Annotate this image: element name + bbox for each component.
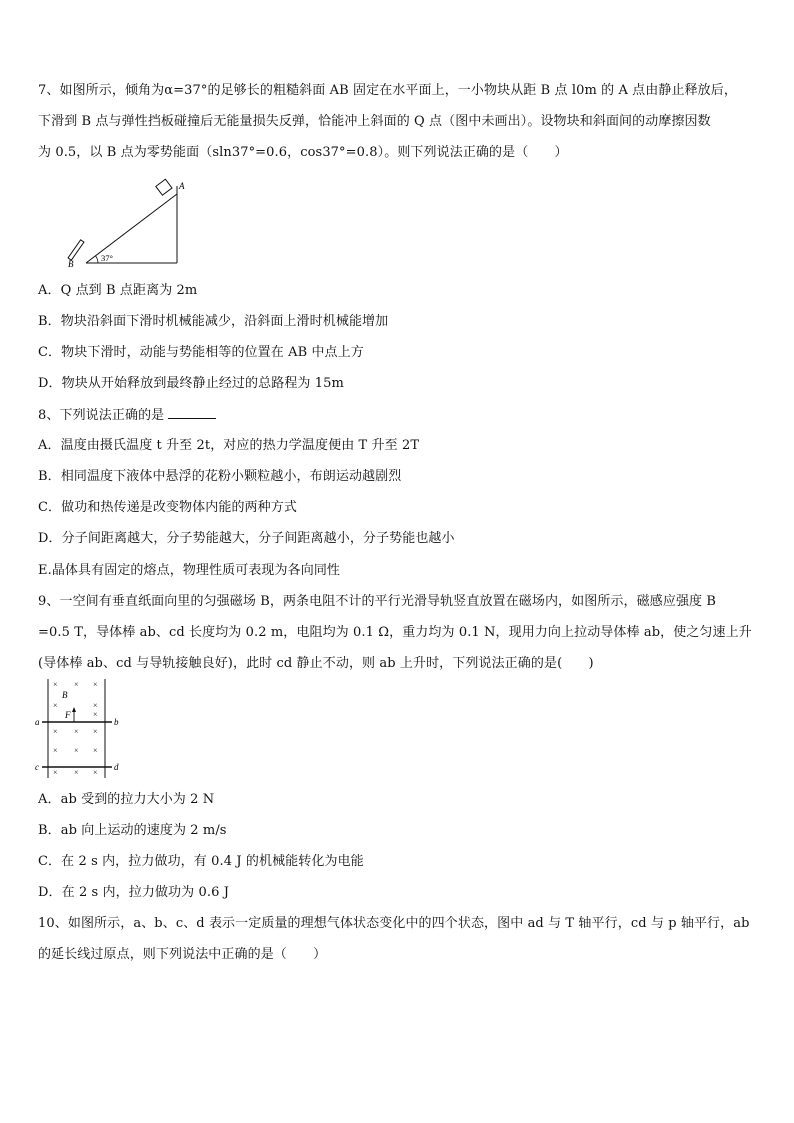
- q7-stem-line-2: 下滑到 B 点与弹性挡板碰撞后无能量损失反弹，恰能冲上斜面的 Q 点（图中未画出）。设物块和斜面间的动摩擦因数: [38, 114, 711, 129]
- q9-option-a: A．ab 受到的拉力大小为 2 N: [38, 792, 215, 807]
- svg-text:×: ×: [74, 680, 79, 689]
- q7-option-b: B．物块沿斜面下滑时机械能减少，沿斜面上滑时机械能增加: [38, 314, 389, 329]
- q7-label-a: A: [179, 181, 185, 191]
- q7-incline-figure: [60, 172, 200, 270]
- q8-stem: [38, 406, 216, 425]
- q9-label-c: c: [35, 762, 39, 772]
- svg-text:×: ×: [53, 768, 58, 777]
- q8-stem-text: 8、下列说法正确的是: [38, 408, 165, 423]
- q9-label-b: b: [114, 717, 119, 727]
- q9-option-d: D．在 2 s 内，拉力做功为 0.6 J: [38, 885, 230, 900]
- q8-option-e: E.晶体具有固定的熔点，物理性质可表现为各向同性: [38, 563, 341, 578]
- q10-stem-line-1: 10、如图所示，a、b、c、d 表示一定质量的理想气体状态变化中的四个状态，图中 ad 与 T 轴平行，cd 与 p 轴平行，ab: [38, 916, 750, 931]
- svg-text:×: ×: [53, 680, 58, 689]
- q9-option-b: B．ab 向上运动的速度为 2 m/s: [38, 823, 227, 838]
- svg-text:×: ×: [93, 768, 98, 777]
- q9-stem-line-3: (导体棒 ab、cd 与导轨接触良好)，此时 cd 静止不动，则 ab 上升时，下列说法正确的是( ): [38, 656, 594, 671]
- q9-option-c: C．在 2 s 内，拉力做功，有 0.4 J 的机械能转化为电能: [38, 854, 364, 869]
- q9-label-d: d: [114, 762, 119, 772]
- q9-label-b-field: B: [62, 690, 68, 700]
- q8-option-b: B．相同温度下液体中悬浮的花粉小颗粒越小，布朗运动越剧烈: [38, 469, 402, 484]
- svg-text:×: ×: [93, 701, 98, 710]
- q7-option-a: A．Q 点到 B 点距离为 2m: [38, 283, 198, 298]
- svg-text:×: ×: [53, 746, 58, 755]
- q7-option-d: D．物块从开始释放到最终静止经过的总路程为 15m: [38, 376, 344, 391]
- svg-text:×: ×: [93, 710, 98, 719]
- svg-text:×: ×: [74, 768, 79, 777]
- svg-text:×: ×: [53, 727, 58, 736]
- svg-text:×: ×: [93, 727, 98, 736]
- q9-label-a: a: [35, 717, 40, 727]
- q10-stem-line-2: 的延长线过原点，则下列说法中正确的是（ ）: [38, 947, 327, 962]
- svg-text:×: ×: [93, 746, 98, 755]
- q9-stem-line-1: 9、一空间有垂直纸面向里的匀强磁场 B，两条电阻不计的平行光滑导轨竖直放置在磁场内，如图所示，磁感应强度 B: [38, 594, 717, 609]
- q7-stem-line-3: 为 0.5，以 B 点为零势能面（sln37°=0.6，cos37°=0.8）。则下列说法正确的是（ ）: [38, 145, 568, 160]
- q8-answer-blank: [168, 406, 216, 419]
- svg-text:×: ×: [53, 701, 58, 710]
- q8-option-c: C．做功和热传递是改变物体内能的两种方式: [38, 500, 297, 515]
- q8-option-a: A．温度由摄氏温度 t 升至 2t，对应的热力学温度便由 T 升至 2T: [38, 438, 420, 453]
- q9-label-f: F: [65, 710, 71, 720]
- svg-text:×: ×: [74, 746, 79, 755]
- q7-angle-label: 37°: [101, 253, 113, 263]
- q9-stem-line-2: =0.5 T，导体棒 ab、cd 长度均为 0.2 m，电阻均为 0.1 Ω，重力均为 0.1 N，现用力向上拉动导体棒 ab，使之匀速上升: [38, 625, 752, 640]
- q7-stem-line-1: 7、如图所示，倾角为α=37°的足够长的粗糙斜面 AB 固定在水平面上，一小物块从距 B 点 l0m 的 A 点由静止释放后，: [38, 83, 737, 98]
- q8-option-d: D．分子间距离越大，分子势能越大，分子间距离越小，分子势能也越小: [38, 531, 455, 546]
- q7-label-b: B: [68, 259, 74, 269]
- q9-magnetic-field-figure: [34, 676, 124, 782]
- svg-text:×: ×: [74, 727, 79, 736]
- svg-text:×: ×: [93, 680, 98, 689]
- q7-option-c: C．物块下滑时，动能与势能相等的位置在 AB 中点上方: [38, 345, 364, 360]
